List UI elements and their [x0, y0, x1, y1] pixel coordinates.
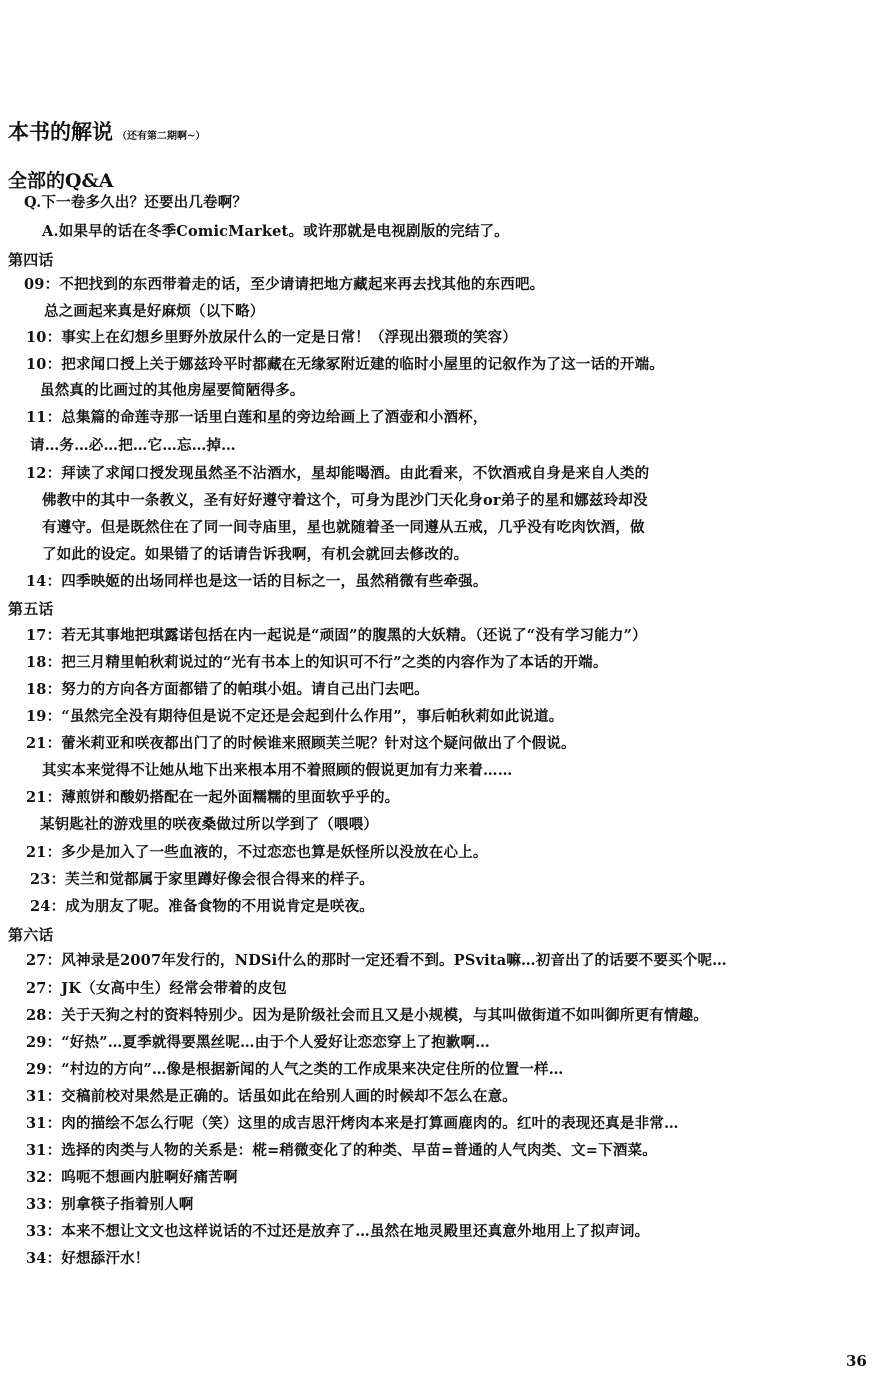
- text-line: A.如果早的话在冬季ComicMarket。或许那就是电视剧版的完结了。: [42, 223, 509, 240]
- section-heading: 第六话: [8, 926, 54, 944]
- text-line: 21：多少是加入了一些血液的，不过恋恋也算是妖怪所以没放在心上。: [26, 844, 488, 861]
- text-line: 31：肉的描绘不怎么行呢（笑）这里的成吉思汗烤肉本来是打算画鹿肉的。红叶的表现还真是非常…: [26, 1115, 679, 1132]
- text-line: 某钥匙社的游戏里的咲夜桑做过所以学到了（喂喂）: [40, 816, 379, 833]
- text-line: 29：“村边的方向”…像是根据新闻的人气之类的工作成果来决定住所的位置一样…: [26, 1061, 564, 1078]
- text-line: 17：若无其事地把琪露诺包括在内一起说是“顽固”的腹黑的大妖精。（还说了“没有学习能力”）: [26, 627, 647, 644]
- section-heading-qa: 全部的Q&A: [8, 170, 114, 192]
- text-line: 虽然真的比画过的其他房屋要简陋得多。: [40, 382, 305, 399]
- text-line: 10：事实上在幻想乡里野外放尿什么的一定是日常！（浮现出猥琐的笑容）: [26, 329, 517, 346]
- text-line: 27：风神录是2007年发行的，NDSi什么的那时一定还看不到。PSvita嘛…初音出了的话要不要买个呢…: [26, 952, 727, 969]
- text-line: 34：好想舔汗水！: [26, 1250, 150, 1267]
- section-heading: 第四话: [8, 251, 54, 269]
- text-line: Q.下一卷多久出？还要出几卷啊？: [24, 194, 248, 211]
- text-line: 31：交稿前校对果然是正确的。话虽如此在给别人画的时候却不怎么在意。: [26, 1088, 517, 1105]
- text-line: 33：别拿筷子指着别人啊: [26, 1196, 194, 1213]
- text-line: 10：把求闻口授上关于娜兹玲平时都藏在无缘冢附近建的临时小屋里的记叙作为了这一话的开端。: [26, 356, 664, 373]
- section-heading: 第五话: [8, 600, 54, 618]
- text-line: 27：JK（女高中生）经常会带着的皮包: [26, 980, 287, 997]
- text-line: 了如此的设定。如果错了的话请告诉我啊，有机会就回去修改的。: [42, 546, 469, 563]
- text-line: 21：蕾米莉亚和咲夜都出门了的时候谁来照顾芙兰呢？针对这个疑问做出了个假说。: [26, 735, 576, 752]
- text-line: 23：芙兰和觉都属于家里蹲好像会很合得来的样子。: [30, 871, 374, 888]
- text-line: 佛教中的其中一条教义，圣有好好遵守着这个，可身为毘沙门天化身or弟子的星和娜兹玲却没: [42, 492, 648, 509]
- text-line: 31：选择的肉类与人物的关系是：椛=稍微变化了的种类、早苗=普通的人气肉类、文=下酒菜。: [26, 1142, 657, 1159]
- text-line: 29：“好热”…夏季就得要黑丝呢…由于个人爱好让恋恋穿上了抱歉啊…: [26, 1034, 490, 1051]
- page-title-sub: （还有第二期啊~）: [117, 131, 206, 142]
- text-line: 总之画起来真是好麻烦（以下略）: [44, 303, 265, 320]
- text-line: 12：拜读了求闻口授发现虽然圣不沾酒水，星却能喝酒。由此看来，不饮酒戒自身是来自人类的: [26, 465, 650, 482]
- text-line: 14：四季映姬的出场同样也是这一话的目标之一，虽然稍微有些牵强。: [26, 573, 488, 590]
- page-number: 36: [846, 1352, 867, 1370]
- text-line: 19：“虽然完全没有期待但是说不定还是会起到什么作用”，事后帕秋莉如此说道。: [26, 708, 564, 725]
- text-line: 33：本来不想让文文也这样说话的不过还是放弃了…虽然在地灵殿里还真意外地用上了拟声词。: [26, 1223, 650, 1240]
- page-title: [8, 116, 205, 146]
- text-line: 有遵守。但是既然住在了同一间寺庙里，星也就随着圣一同遵从五戒，几乎没有吃肉饮酒，做: [42, 519, 645, 536]
- text-line: 请…务…必…把…它…忘…掉…: [30, 437, 236, 454]
- text-line: 24：成为朋友了呢。准备食物的不用说肯定是咲夜。: [30, 898, 374, 915]
- text-line: 09：不把找到的东西带着走的话，至少请请把地方藏起来再去找其他的东西吧。: [24, 276, 545, 293]
- text-line: 其实本来觉得不让她从地下出来根本用不着照顾的假说更加有力来着……: [42, 762, 513, 779]
- text-line: 18：努力的方向各方面都错了的帕琪小姐。请自己出门去吧。: [26, 681, 429, 698]
- text-line: 18：把三月精里帕秋莉说过的“光有书本上的知识可不行”之类的内容作为了本话的开端。: [26, 654, 608, 671]
- text-line: 11：总集篇的命莲寺那一话里白莲和星的旁边给画上了酒壶和小酒杯，: [26, 409, 488, 426]
- text-line: 21：薄煎饼和酸奶搭配在一起外面糯糯的里面软乎乎的。: [26, 789, 400, 806]
- page-title-main: 本书的解说: [8, 119, 113, 144]
- text-line: 32：呜呃不想画内脏啊好痛苦啊: [26, 1169, 238, 1186]
- text-line: 28：关于天狗之村的资料特别少。因为是阶级社会而且又是小规模，与其叫做街道不如叫御所更有情趣。: [26, 1007, 709, 1024]
